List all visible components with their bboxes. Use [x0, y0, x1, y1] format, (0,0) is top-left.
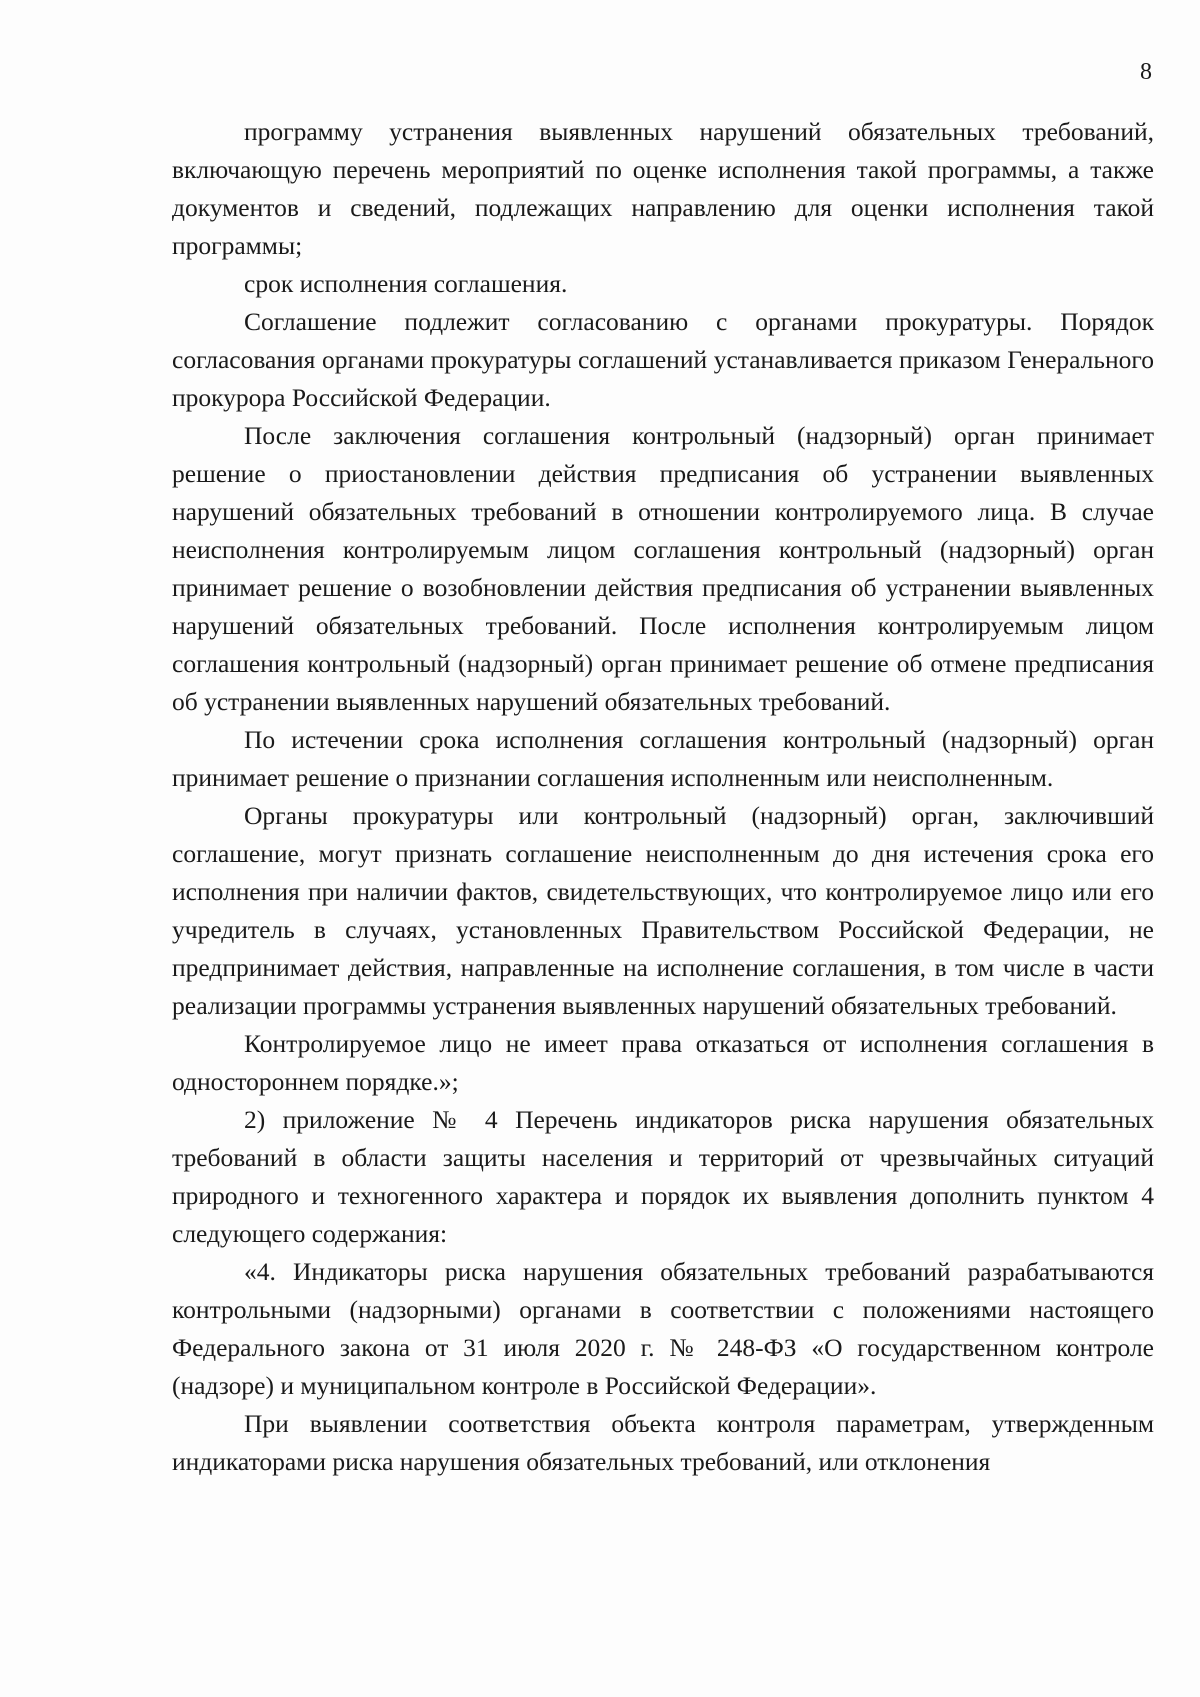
paragraph-program-elimination: программу устранения выявленных нарушений обязательных требований, включающую перечень мероприятий по оценке исполнения такой программы, а также документов и сведений, подлежащих направлению для оценки исполнения такой программы;	[172, 117, 1154, 260]
paragraph-prosecutor-approval: Соглашение подлежит согласованию с органами прокуратуры. Порядок согласования органами прокуратуры соглашений устанавливается приказом Генерального прокурора Российской Федерации.	[172, 307, 1154, 412]
paragraph-term-expiry: По истечении срока исполнения соглашения контрольный (надзорный) орган принимает решение о признании соглашения исполненным или неисполненным.	[172, 725, 1154, 792]
paragraph-no-refusal: Контролируемое лицо не имеет права отказаться от исполнения соглашения в одностороннем порядке.»;	[172, 1029, 1154, 1096]
document-body	[172, 113, 1154, 1481]
paragraph-prosecutor-unfulfilled: Органы прокуратуры или контрольный (надзорный) орган, заключивший соглашение, могут признать соглашение неисполненным до дня истечения срока его исполнения при наличии фактов, свидетельствующих, что контролируемое лицо или его учредитель в случаях, установленных Правительством Российской Федерации, не предпринимает действия, направленные на исполнение соглашения, в том числе в части реализации программы устранения выявленных нарушений обязательных требований.	[172, 801, 1154, 1020]
paragraph-after-agreement: После заключения соглашения контрольный (надзорный) орган принимает решение о приостановлении действия предписания об устранении выявленных нарушений обязательных требований в отношении контролируемого лица. В случае неисполнения контролируемым лицом соглашения контрольный (надзорный) орган принимает решение о возобновлении действия предписания об устранении выявленных нарушений обязательных требований. После исполнения контролируемым лицом соглашения контрольный (надзорный) орган принимает решение об отмене предписания об устранении выявленных нарушений обязательных требований.	[172, 421, 1154, 716]
paragraph-compliance-detection: При выявлении соответствия объекта контроля параметрам, утвержденным индикаторами риска нарушения обязательных требований, или отклонения	[172, 1409, 1154, 1476]
paragraph-agreement-term: срок исполнения соглашения.	[244, 269, 568, 298]
paragraph-item-4-indicators: «4. Индикаторы риска нарушения обязательных требований разрабатываются контрольными (надзорными) органами в соответствии с положениями настоящего Федерального закона от 31 июля 2020 г. № 248-ФЗ «О государственном контроле (надзоре) и муниципальном контроле в Российской Федерации».	[172, 1257, 1154, 1400]
paragraph-appendix-4: 2) приложение № 4 Перечень индикаторов риска нарушения обязательных требований в области защиты населения и территорий от чрезвычайных ситуаций природного и техногенного характера и порядок их выявления дополнить пунктом 4 следующего содержания:	[172, 1105, 1154, 1248]
page-number: 8	[1140, 59, 1152, 85]
